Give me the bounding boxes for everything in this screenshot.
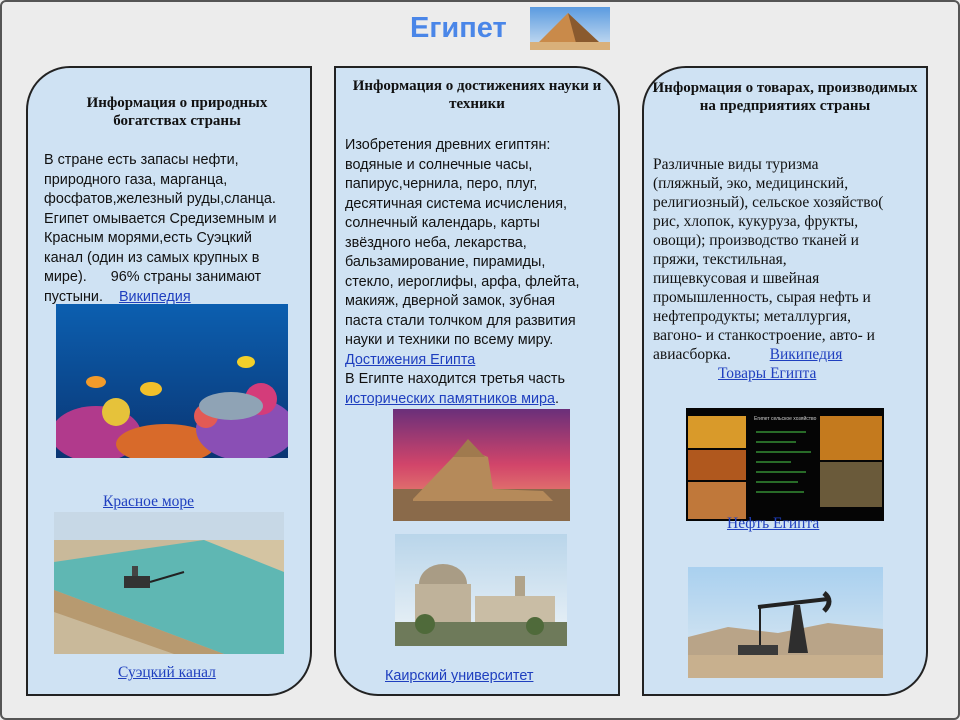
text-line: макияж, дверной замок, зубная xyxy=(345,293,556,309)
text-line: природного газа, марганца, xyxy=(44,171,228,188)
text-line: рис, хлопок, кукуруза, фрукты, xyxy=(653,213,859,230)
wikipedia-link[interactable]: Википедия xyxy=(769,346,843,363)
natural-resources-text xyxy=(44,151,306,307)
text-line: промышленность, сырая нефть и xyxy=(653,289,871,306)
text-line: солнечный календарь, карты xyxy=(345,215,540,231)
natural-resources-heading: Информация о природных богатствах страны xyxy=(86,95,268,129)
text-line: авиасборка. xyxy=(653,346,731,363)
red-sea-link[interactable]: Красное море xyxy=(103,493,195,510)
text-line: В стране есть запасы нефти, xyxy=(44,152,239,168)
text-line: стекло, иероглифы, арфа, флейта, xyxy=(345,273,580,290)
agriculture-board-image xyxy=(686,408,884,521)
text-line: Египет омывается Средиземным и xyxy=(44,210,277,227)
suez-canal-image xyxy=(54,512,284,654)
text-line: фосфатов,железный руды,сланца. xyxy=(44,191,276,207)
text-line: бальзамирование, пирамиды, xyxy=(345,254,546,270)
science-text xyxy=(345,136,615,409)
goods-text xyxy=(653,155,923,364)
period: . xyxy=(555,390,560,407)
text-line-last xyxy=(653,345,923,364)
text-line: пустыни. xyxy=(44,288,103,305)
text-line: звёздного неба, лекарства, xyxy=(345,234,527,251)
goods-link[interactable]: Товары Египта xyxy=(718,365,817,382)
suez-canal-link[interactable]: Суэцкий канал xyxy=(118,664,216,681)
text-line: десятичная система исчисления, xyxy=(345,195,567,212)
text-line: канал (один из самых крупных в xyxy=(44,249,260,266)
text-line: паста стали толчком для развития xyxy=(345,312,576,329)
science-heading: Информация о достижениях науки и техники xyxy=(352,78,602,112)
text-line: нефтепродукты; металлургия, xyxy=(653,308,852,325)
text-line: водяные и солнечные часы, xyxy=(345,156,533,173)
text-line: мире). 96% страны занимают xyxy=(44,269,262,285)
wikipedia-link[interactable]: Википедия xyxy=(118,288,191,305)
monuments-link[interactable]: исторических памятников мира xyxy=(345,390,556,407)
oil-link[interactable]: Нефть Египта xyxy=(727,515,820,532)
page-title: Египет xyxy=(410,12,507,44)
oil-pump-image xyxy=(688,567,883,678)
text-line: пряжи, текстильная, xyxy=(653,251,787,268)
text-line: В Египте находится третья часть xyxy=(345,371,566,387)
text-line: науки и техники по всему миру. xyxy=(345,332,554,348)
text-line: Красным морями,есть Суэцкий xyxy=(44,230,252,246)
text-line: (пляжный, эко, медицинский, xyxy=(653,175,849,192)
text-line: вагоно- и станкостроение, авто- и xyxy=(653,327,875,344)
text-line: пищевкусовая и швейная xyxy=(653,270,820,287)
coral-reef-image xyxy=(56,304,288,458)
board-title: Египет сельское хозяйство xyxy=(754,416,817,422)
pyramid-image xyxy=(530,7,610,50)
text-line: папирус,чернила, перо, плуг, xyxy=(345,176,538,192)
text-line: овощи); производство тканей и xyxy=(653,232,859,249)
cairo-university-image xyxy=(395,534,567,646)
text-line: Различные виды туризма xyxy=(653,156,819,173)
goods-heading: Информация о товарах, производимых на предприятиях страны xyxy=(652,80,918,114)
text-line: Изобретения древних египтян: xyxy=(345,137,551,153)
text-line: религиозный), сельское хозяйство( xyxy=(653,194,884,211)
achievements-link[interactable]: Достижения Египта xyxy=(345,351,476,368)
cairo-university-link[interactable]: Каирский университет xyxy=(385,668,534,684)
sphinx-image xyxy=(393,409,570,521)
